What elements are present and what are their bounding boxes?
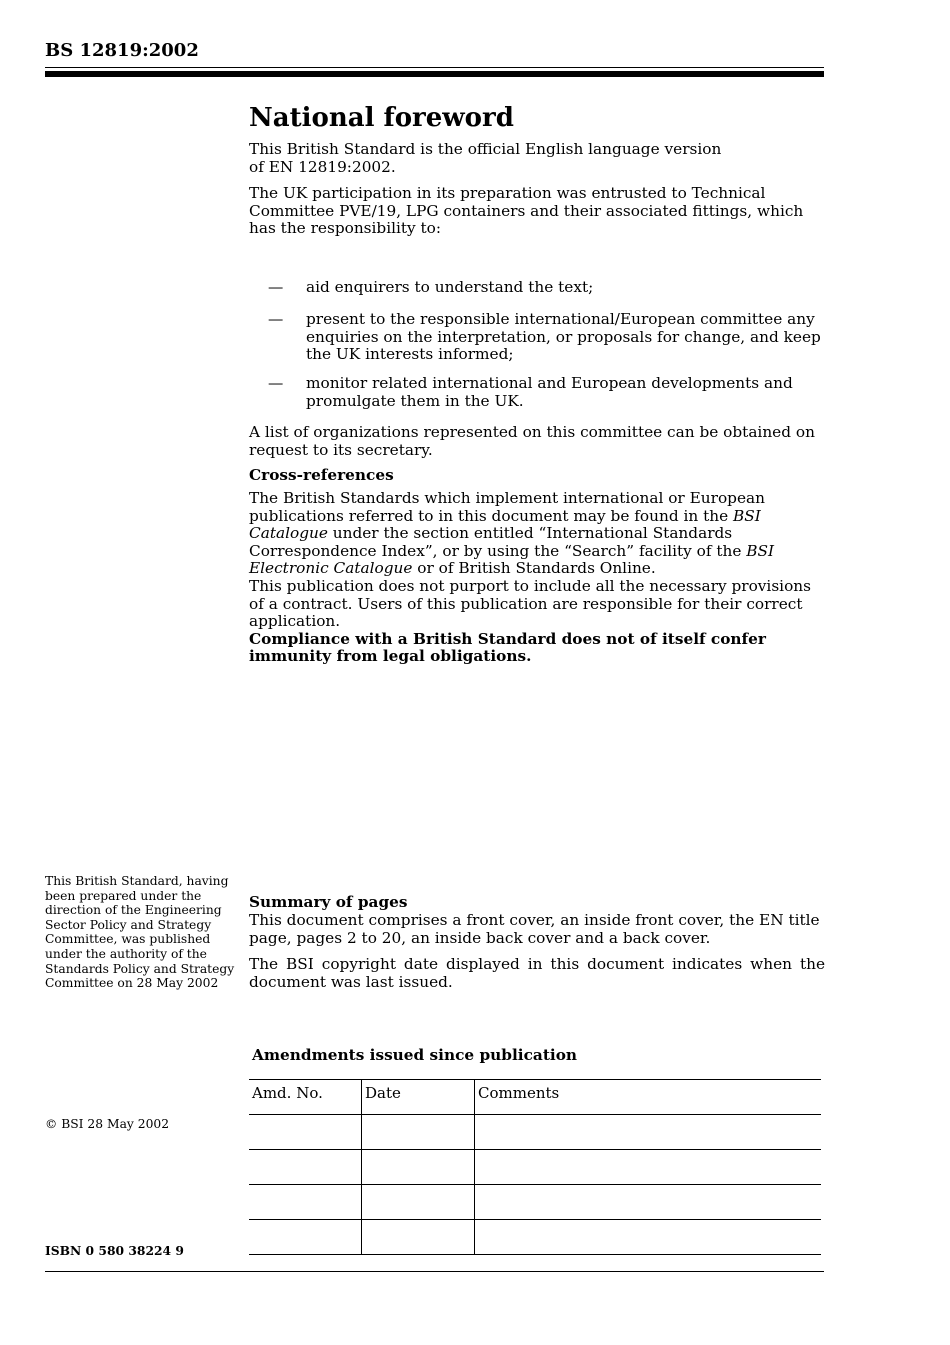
bullet-item xyxy=(249,311,825,367)
foreword-paragraph-2: The UK participation in its preparation was entrusted to Technical Committee PVE/19, LPG containers and their associated fittings, which has the responsibility to: xyxy=(249,184,804,238)
purport-paragraph: This publication does not purport to include all the necessary provisions of a contract. Users of this publication are responsible for their correct application. xyxy=(249,576,811,631)
document-id: BS 12819:2002 xyxy=(45,40,199,61)
table-header-row xyxy=(249,1080,821,1115)
column-header-date: Date xyxy=(365,1084,401,1102)
page-title: National foreword xyxy=(249,103,514,133)
foreword-paragraph-1: This British Standard is the official English language version of EN 12819:2002. xyxy=(249,140,722,176)
summary-paragraph-1: This document comprises a front cover, an inside front cover, the EN title page, pages 2 to 20, an inside back cover and a back cover. xyxy=(249,911,820,947)
amendments-table xyxy=(249,1079,821,1255)
bullet-text: aid enquirers to understand the text; xyxy=(306,278,594,296)
publication-note: This British Standard, having been prepared under the direction of the Engineering Sector Policy and Strategy Committee, was published under the authority of the Standards Policy and Strategy Committee on 28 May 2002 xyxy=(45,874,235,991)
cross-references-heading: Cross-references xyxy=(249,466,394,484)
bullet-text: present to the responsible international/European committee any enquiries on the interpretation, or proposals for change, and keep the UK interests informed; xyxy=(306,310,821,364)
table-row xyxy=(249,1220,821,1255)
column-header-comments: Comments xyxy=(478,1084,560,1102)
crossref-text: The British Standards which implement international or European publications referred to in this document may be found in the xyxy=(249,489,765,525)
table-row xyxy=(249,1115,821,1150)
bsi-catalogue-title: BSI Catalogue xyxy=(249,506,761,543)
foreword-paragraph-3: A list of organizations represented on this committee can be obtained on request to its secretary. xyxy=(249,423,815,459)
bullet-dash: — xyxy=(268,310,284,328)
amendments-heading: Amendments issued since publication xyxy=(252,1046,578,1064)
crossref-text: under the section entitled “International Standards Correspondence Index”, or by using the “Search” facility of the xyxy=(249,524,747,560)
bullet-text: monitor related international and European developments and promulgate them in the UK. xyxy=(306,374,793,410)
table-row xyxy=(249,1185,821,1220)
summary-paragraph-2: The BSI copyright date displayed in this document indicates when the document was last issued. xyxy=(249,955,825,991)
bullet-dash: — xyxy=(268,278,284,296)
bullet-item xyxy=(249,279,825,299)
crossref-text: or of British Standards Online. xyxy=(412,559,656,578)
header-rule-thick xyxy=(45,71,824,77)
header-rule-thin xyxy=(45,67,824,68)
bullet-item xyxy=(249,375,825,413)
bullet-dash: — xyxy=(268,374,284,392)
bsi-electronic-catalogue-title: BSI Electronic Catalogue xyxy=(249,541,775,578)
cross-references-body xyxy=(249,490,825,666)
copyright-note: © BSI 28 May 2002 xyxy=(45,1117,170,1131)
compliance-paragraph: Compliance with a British Standard does not of itself confer immunity from legal obligations. xyxy=(249,629,766,666)
isbn: ISBN 0 580 38224 9 xyxy=(45,1243,184,1258)
footer-rule xyxy=(45,1271,824,1272)
table-row xyxy=(249,1150,821,1185)
column-header-amd-no: Amd. No. xyxy=(252,1084,323,1102)
foreword-title-block xyxy=(249,103,825,133)
summary-heading: Summary of pages xyxy=(249,893,408,911)
